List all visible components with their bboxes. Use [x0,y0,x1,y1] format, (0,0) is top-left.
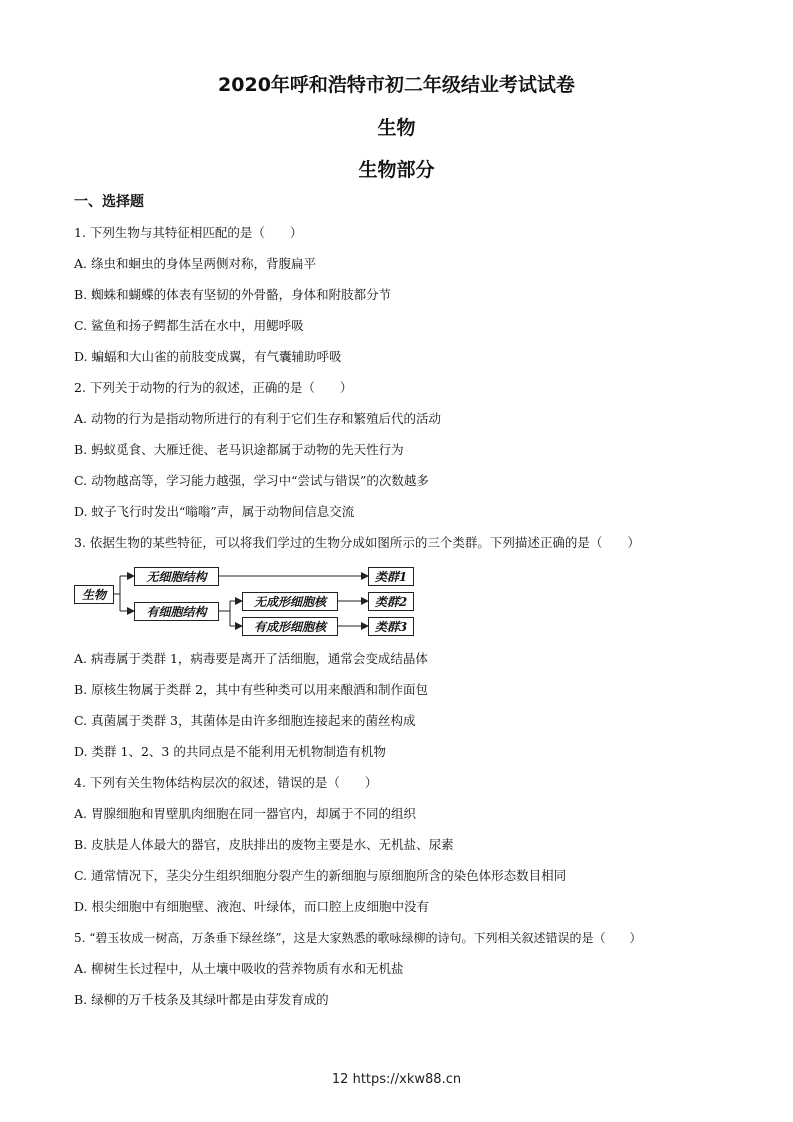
q1-option-c: C. 鲨鱼和扬子鳄都生活在水中，用鳃呼吸 [74,318,304,333]
q4-option-b: B. 皮肤是人体最大的器官，皮肤排出的废物主要是水、无机盐、尿素 [74,837,454,852]
q3-option-b: B. 原核生物属于类群 2，其中有些种类可以用来酿酒和制作面包 [74,682,429,697]
node-group-1: 类群1 [368,567,414,586]
classification-diagram [74,563,424,639]
q2-option-a: A. 动物的行为是指动物所进行的有利于它们生存和繁殖后代的活动 [74,411,441,426]
node-acellular: 无细胞结构 [134,567,219,586]
q1-stem: 1. 下列生物与其特征相匹配的是（ ） [74,225,303,240]
q4-option-a: A. 胃腺细胞和胃壁肌肉细胞在同一器官内，却属于不同的组织 [74,806,416,821]
section-heading: 一、选择题 [74,194,144,210]
q5-option-a: A. 柳树生长过程中，从土壤中吸收的营养物质有水和无机盐 [74,961,404,976]
q1-option-b: B. 蜘蛛和蝴蝶的体表有坚韧的外骨骼，身体和附肢都分节 [74,287,392,302]
q3-option-d: D. 类群 1、2、3 的共同点是不能利用无机物制造有机物 [74,744,386,759]
q3-stem: 3. 依据生物的某些特征，可以将我们学过的生物分成如图所示的三个类群。下列描述正确的是（ ） [74,535,640,550]
part-title: 生物部分 [358,159,435,181]
page-footer: 12 https://xkw88.cn [331,1072,462,1087]
node-root: 生物 [74,585,114,604]
q2-option-b: B. 蚂蚁觅食、大雁迁徙、老马识途都属于动物的先天性行为 [74,442,404,457]
exam-title: 2020年呼和浩特市初二年级结业考试试卷 [218,74,575,96]
q4-option-d: D. 根尖细胞中有细胞壁、液泡、叶绿体，而口腔上皮细胞中没有 [74,899,430,914]
subject-title: 生物 [377,117,416,139]
node-has-nucleus: 有成形细胞核 [242,617,338,636]
q5-option-b: B. 绿柳的万千枝条及其绿叶都是由芽发育成的 [74,992,329,1007]
q1-option-d: D. 蝙蝠和大山雀的前肢变成翼，有气囊辅助呼吸 [74,349,342,364]
q2-stem: 2. 下列关于动物的行为的叙述，正确的是（ ） [74,380,353,395]
q2-option-d: D. 蚊子飞行时发出“嗡嗡”声，属于动物间信息交流 [74,504,355,519]
q1-option-a: A. 绦虫和蛔虫的身体呈两侧对称，背腹扁平 [74,256,316,271]
node-group-3: 类群3 [368,617,414,636]
node-cellular: 有细胞结构 [134,602,219,621]
q4-stem: 4. 下列有关生物体结构层次的叙述，错误的是（ ） [74,775,378,790]
q5-stem: 5. “碧玉妆成一树高，万条垂下绿丝绦”，这是大家熟悉的歌咏绿柳的诗句。下列相关叙述错误的是（ ） [74,931,642,945]
q3-option-c: C. 真菌属于类群 3，其菌体是由许多细胞连接起来的菌丝构成 [74,713,416,728]
node-no-nucleus: 无成形细胞核 [242,592,338,611]
q2-option-c: C. 动物越高等，学习能力越强，学习中“尝试与错误”的次数越多 [74,473,429,488]
q4-option-c: C. 通常情况下，茎尖分生组织细胞分裂产生的新细胞与原细胞所含的染色体形态数目相同 [74,868,567,883]
q3-option-a: A. 病毒属于类群 1，病毒要是离开了活细胞，通常会变成结晶体 [74,651,428,666]
node-group-2: 类群2 [368,592,414,611]
